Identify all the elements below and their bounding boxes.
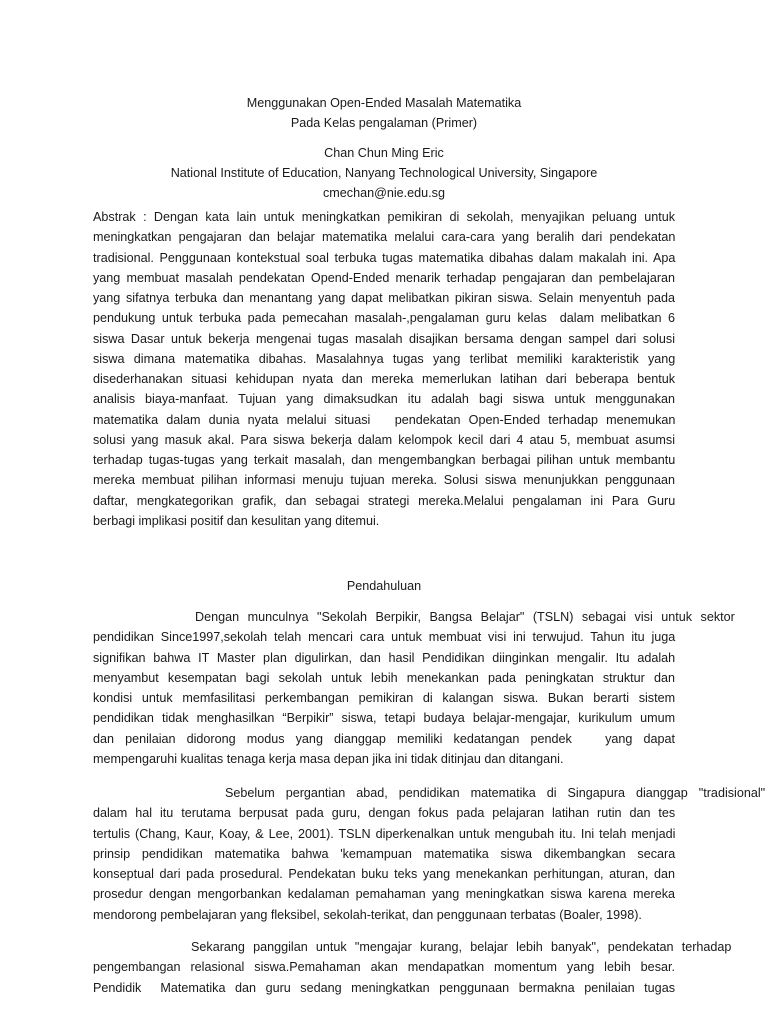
text-line: mereka membuat pilihan informasi menuju tujuan mereka. Solusi siswa menunjukkan penggunaan <box>93 473 675 488</box>
text-line: tertulis (Chang, Kaur, Koay, & Lee, 2001). TSLN diperkenalkan untuk mengubah itu. Ini telah menjadi <box>93 826 676 841</box>
section-heading-pendahuluan: Pendahuluan <box>346 579 422 593</box>
title-line-2: Pada Kelas pengalaman (Primer) <box>290 116 478 130</box>
intro-paragraph-3 <box>93 937 732 998</box>
text-line: dan penilaian didorong modus yang dianggap memiliki kedatangan pendek yang dapat <box>93 731 675 746</box>
text-line: kondisi untuk memfasilitasi perkembangan pemikiran di kalangan siswa. Bukan berarti sistem <box>93 691 676 705</box>
text-line: pendidikan Since1997,sekolah telah mencari cara untuk membuat visi ini terwujud. Tahun itu juga <box>93 630 676 645</box>
text-line: siswa dimana matematika dibahas. Masalahnya tugas yang terlibat memiliki karakteristik yang <box>93 351 676 366</box>
text-line: menyambut kesempatan bagi sekolah untuk lebih menekankan pada peningkatan struktur dan <box>93 670 675 685</box>
text-line: berbagi implikasi positif dan kesulitan yang ditemui. <box>93 513 380 528</box>
text-line: yang membuat masalah pendekatan Opend-Ended menarik terhadap pengajaran dan pembelajaran <box>93 270 676 285</box>
text-line: Abstrak : Dengan kata lain untuk meningkatkan pemikiran di sekolah, menyajikan peluang untuk <box>93 210 675 224</box>
intro-paragraph-2 <box>93 783 766 925</box>
text-line: Dengan munculnya "Sekolah Berpikir, Bangsa Belajar" (TSLN) sebagai visi untuk sektor <box>93 610 735 624</box>
text-line: analisis biaya-manfaat. Tujuan yang dimaksudkan itu adalah bagi siswa untuk menggunakan <box>93 392 675 407</box>
text-line: daftar, mengkategorikan grafik, dan sebagai strategi mereka.Melalui pengalaman ini Para Guru <box>93 493 676 508</box>
text-line: terhadap tugas-tugas yang terkait masalah, dan mengembangkan berbagai pilihan untuk membantu <box>93 453 676 467</box>
text-line: siswa Dasar untuk bekerja mengenai tugas masalah disajikan bersama dengan sampel dari solusi <box>93 331 675 346</box>
author-name: Chan Chun Ming Eric <box>324 146 444 160</box>
text-line: signifikan bahwa IT Master plan digulirkan, dan hasil Pendidikan diinginkan mengalir. Itu adalah <box>93 650 676 665</box>
title-line-1: Menggunakan Open-Ended Masalah Matematika <box>246 96 522 110</box>
text-line: pengembangan relasional siswa.Pemahaman akan mendapatkan momentum yang lebih besar. <box>93 960 675 975</box>
text-line: pendukung untuk terbuka pada pemecahan masalah-,pengalaman guru kelas dalam melibatkan 6 <box>93 311 675 326</box>
text-line: prinsip pendidikan matematika bahwa 'kemampuan matematika siswa dikembangkan secara <box>93 846 676 861</box>
abstract-paragraph <box>93 207 675 531</box>
author-block <box>0 143 768 203</box>
text-line: Pendidik Matematika dan guru sedang meningkatkan penggunaan bermakna penilaian tugas <box>93 980 675 995</box>
text-line: Sebelum pergantian abad, pendidikan matematika di Singapura dianggap "tradisional" <box>93 786 766 800</box>
text-line: Sekarang panggilan untuk "mengajar kurang, belajar lebih banyak", pendekatan terhadap <box>93 940 732 954</box>
text-line: dalam hal itu terutama berpusat pada guru, dengan fokus pada pelajaran latihan rutin dan tes <box>93 806 676 821</box>
text-line: pendidikan tidak menghasilkan “Berpikir” siswa, tetapi budaya belajar-mengajar, kurikulum umum <box>93 711 676 726</box>
text-line: matematika dalam dunia nyata melalui situasi pendekatan Open-Ended terhadap menemukan <box>93 412 676 427</box>
text-line: meningkatkan pengajaran dan belajar matematika melalui cara-cara yang beralih dari pendekatan <box>93 230 676 245</box>
text-line: mempengaruhi kualitas tenaga kerja masa depan jika ini tidak ditinjau dan ditangani. <box>93 751 564 766</box>
text-line: konseptual dari pada prosedural. Pendekatan buku teks yang menekankan perhitungan, aturan, dan <box>93 867 675 881</box>
text-line: tradisional. Penggunaan kontekstual soal terbuka tugas matematika dibahas dalam makalah ini. Apa <box>93 250 676 265</box>
text-line: disederhanakan situasi kehidupan nyata dan mereka memerlukan latihan dari beberapa bentuk <box>93 372 675 386</box>
text-line: mendorong pembelajaran yang fleksibel, sekolah-terikat, dan penggunaan terbatas (Boaler, 1998). <box>93 907 642 922</box>
author-email: cmechan@nie.edu.sg <box>322 186 445 200</box>
text-line: solusi yang masuk akal. Para siswa bekerja dalam kelompok kecil dari 4 atau 5, membuat asumsi <box>93 432 675 447</box>
author-affiliation: National Institute of Education, Nanyang Technological University, Singapore <box>170 166 598 180</box>
intro-paragraph-1 <box>93 607 735 769</box>
text-line: yang sifatnya terbuka dan menantang yang dapat melibatkan pikiran siswa. Selain menyentuh pada <box>93 291 675 305</box>
paper-title <box>0 93 768 133</box>
text-line: prosedur dengan mengorbankan kedalaman pemahaman yang meningkatkan siswa karena mereka <box>93 887 675 902</box>
